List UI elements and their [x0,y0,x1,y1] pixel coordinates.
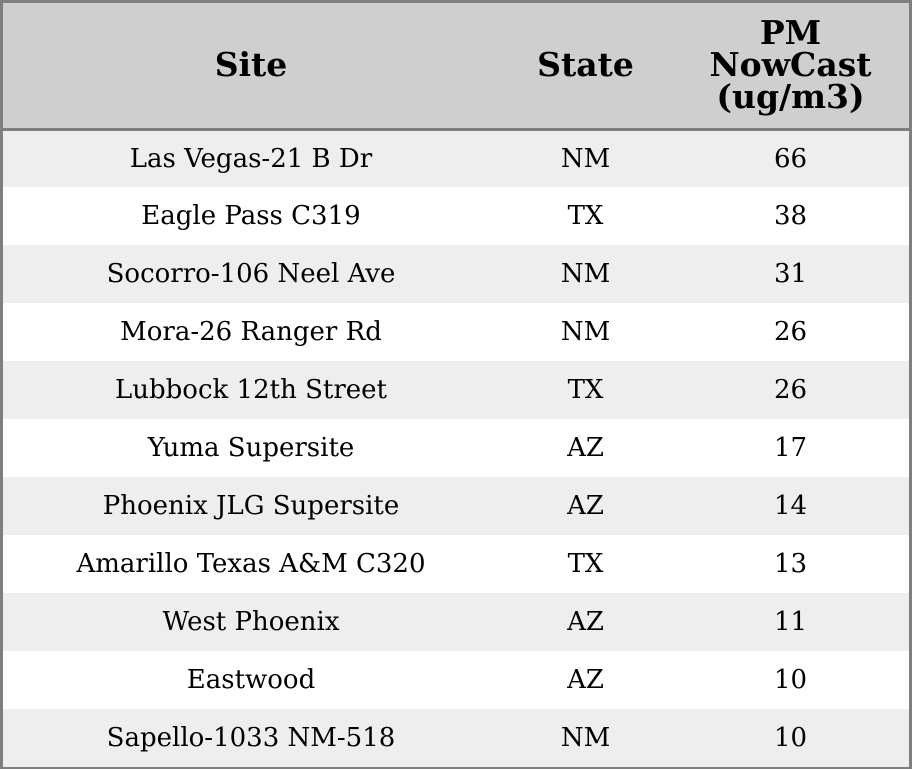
header-site: Site [3,3,499,129]
header-state: State [499,3,672,129]
state-cell: NM [560,317,611,347]
state-cell: AZ [567,433,604,463]
table-row [3,419,909,477]
table-row [3,303,909,361]
state-cell: AZ [567,607,604,637]
pm-nowcast-table [3,3,909,767]
site-cell: Las Vegas-21 B Dr [129,143,373,174]
value-cell: 38 [773,201,808,231]
site-cell: Yuma Supersite [147,433,355,463]
state-cell: NM [560,143,611,174]
site-cell: Eagle Pass C319 [141,201,361,231]
site-cell: Eastwood [186,665,316,695]
site-cell: Socorro-106 Neel Ave [106,259,396,289]
value-cell: 26 [773,317,808,347]
value-cell: 26 [773,375,808,405]
table-row [3,651,909,709]
table-row [3,709,909,767]
value-cell: 11 [773,607,808,637]
site-cell: Mora-26 Ranger Rd [120,317,382,347]
value-cell: 31 [773,259,808,289]
value-cell: 10 [773,723,808,753]
value-cell: 66 [773,143,808,174]
table-body [3,129,909,767]
site-cell: Phoenix JLG Supersite [102,491,400,521]
value-cell: 17 [773,433,808,463]
table-row [3,129,909,187]
state-cell: AZ [567,665,604,695]
site-cell: West Phoenix [162,607,340,637]
table-header [3,3,909,129]
table-row [3,187,909,245]
table-row [3,245,909,303]
state-cell: TX [567,549,604,579]
state-cell: NM [560,723,611,753]
state-cell: TX [567,201,604,231]
table-row [3,593,909,651]
header-pm-nowcast [672,3,909,129]
header-row [3,3,909,129]
value-cell: 10 [773,665,808,695]
value-cell: 13 [773,549,808,579]
site-cell: Amarillo Texas A&M C320 [76,549,426,579]
header-pm-line-1: PM [759,13,822,53]
table-row [3,361,909,419]
header-pm-line-3: (ug/m3) [716,77,865,117]
site-cell: Sapello-1033 NM-518 [106,723,396,753]
table-row [3,477,909,535]
site-cell: Lubbock 12th Street [115,375,387,405]
table-row [3,535,909,593]
value-cell: 14 [773,491,808,521]
state-cell: AZ [567,491,604,521]
state-cell: NM [560,259,611,289]
header-pm-line-2: NowCast [709,45,872,85]
state-cell: TX [567,375,604,405]
